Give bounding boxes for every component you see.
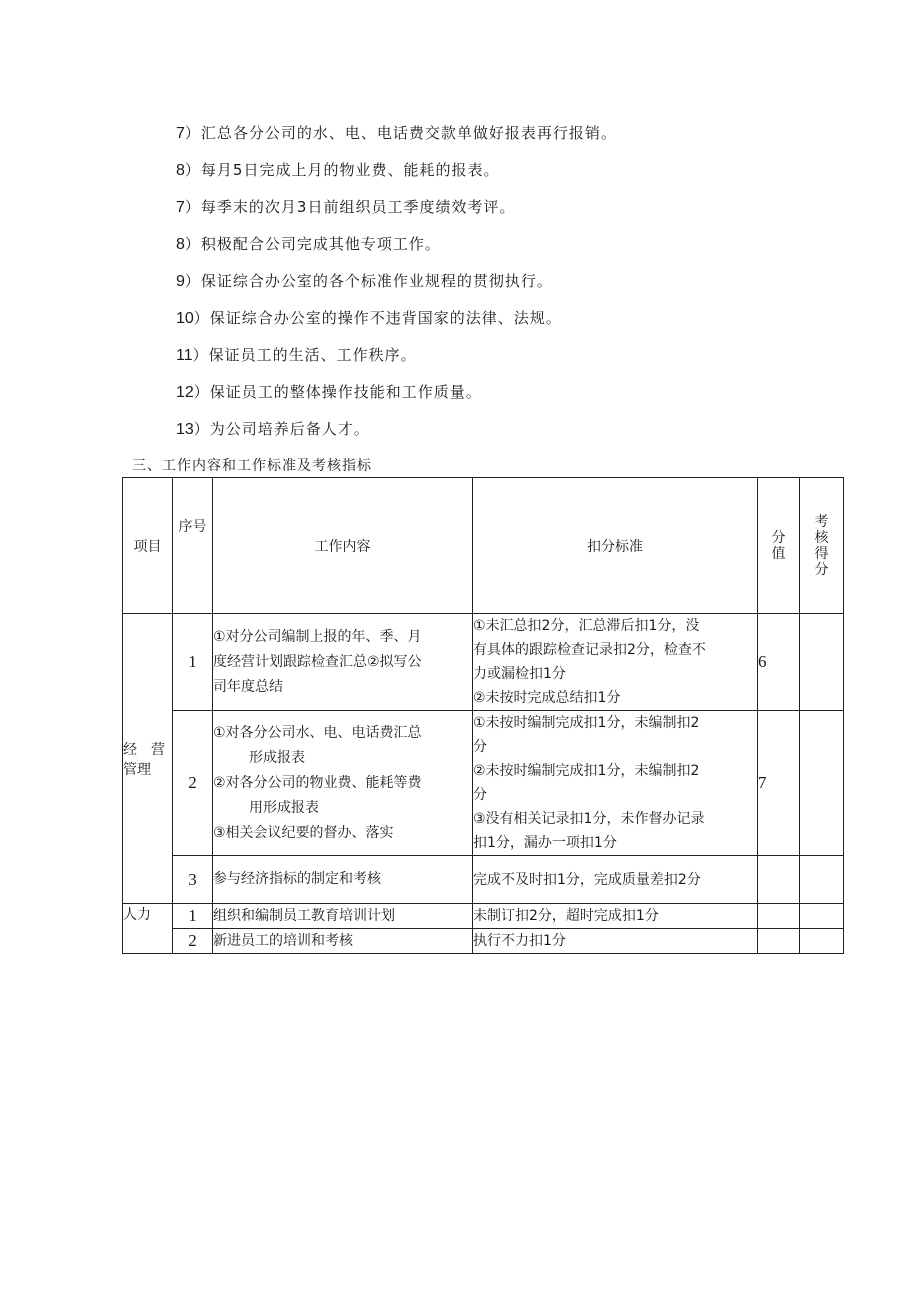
list-item: 8）每月5日完成上月的物业费、能耗的报表。 bbox=[176, 161, 500, 179]
table-row bbox=[123, 711, 844, 856]
seq-cell: 3 bbox=[173, 856, 213, 904]
list-item: 8）积极配合公司完成其他专项工作。 bbox=[176, 235, 441, 253]
content-cell: ①对各分公司水、电、电话费汇总 形成报表 ②对各分公司的物业费、能耗等费 用形成报表 ③相关会议纪要的督办、落实 bbox=[213, 711, 473, 856]
list-item: 9）保证综合办公室的各个标准作业规程的贯彻执行。 bbox=[176, 272, 553, 290]
list-item: 11）保证员工的生活、工作秩序。 bbox=[176, 346, 417, 364]
assessment-cell bbox=[800, 929, 844, 954]
content-cell: 组织和编制员工教育培训计划 bbox=[213, 904, 473, 929]
list-item: 10）保证综合办公室的操作不违背国家的法律、法规。 bbox=[176, 309, 562, 327]
header-assessment: 考 核 得 分 bbox=[800, 478, 844, 614]
category-cell: 人力 bbox=[123, 904, 173, 954]
score-cell bbox=[758, 929, 800, 954]
content-cell: 新进员工的培训和考核 bbox=[213, 929, 473, 954]
assessment-cell bbox=[800, 614, 844, 711]
header-deduction: 扣分标准 bbox=[473, 478, 758, 614]
seq-cell: 2 bbox=[173, 711, 213, 856]
assessment-cell bbox=[800, 856, 844, 904]
deduction-cell: 未制订扣2分，超时完成扣1分 bbox=[473, 904, 758, 929]
assessment-cell bbox=[800, 904, 844, 929]
deduction-cell: 执行不力扣1分 bbox=[473, 929, 758, 954]
table-header-row bbox=[123, 478, 844, 614]
seq-cell: 1 bbox=[173, 904, 213, 929]
table-row bbox=[123, 614, 844, 711]
section-title: 三、工作内容和工作标准及考核指标 bbox=[132, 458, 372, 474]
score-cell: 6 bbox=[758, 614, 800, 711]
header-category: 项目 bbox=[123, 478, 173, 614]
table-row bbox=[123, 929, 844, 954]
seq-cell: 1 bbox=[173, 614, 213, 711]
deduction-cell: ①未汇总扣2分，汇总滞后扣1分，没 有具体的跟踪检查记录扣2分，检查不 力或漏检扣1分 ②未按时完成总结扣1分 bbox=[473, 614, 758, 711]
assessment-cell bbox=[800, 711, 844, 856]
list-item: 12）保证员工的整体操作技能和工作质量。 bbox=[176, 383, 482, 401]
table-row bbox=[123, 904, 844, 929]
list-item: 7）汇总各分公司的水、电、电话费交款单做好报表再行报销。 bbox=[176, 124, 617, 142]
header-score: 分 值 bbox=[758, 478, 800, 614]
score-cell bbox=[758, 904, 800, 929]
seq-cell: 2 bbox=[173, 929, 213, 954]
category-cell: 经 营 管理 bbox=[123, 614, 173, 904]
table-row bbox=[123, 856, 844, 904]
score-cell bbox=[758, 856, 800, 904]
deduction-cell: ①未按时编制完成扣1分，未编制扣2 分 ②未按时编制完成扣1分，未编制扣2 分 ③没有相关记录扣1分，未作督办记录 扣1分，漏办一项扣1分 bbox=[473, 711, 758, 856]
score-cell: 7 bbox=[758, 711, 800, 856]
header-content: 工作内容 bbox=[213, 478, 473, 614]
content-cell: 参与经济指标的制定和考核 bbox=[213, 856, 473, 904]
deduction-cell: 完成不及时扣1分，完成质量差扣2分 bbox=[473, 856, 758, 904]
content-cell: ①对分公司编制上报的年、季、月 度经营计划跟踪检查汇总②拟写公 司年度总结 bbox=[213, 614, 473, 711]
header-seq: 序号 bbox=[173, 478, 213, 614]
assessment-table bbox=[122, 477, 844, 954]
numbered-list bbox=[176, 118, 617, 451]
list-item: 13）为公司培养后备人才。 bbox=[176, 420, 370, 438]
list-item: 7）每季末的次月3日前组织员工季度绩效考评。 bbox=[176, 198, 516, 216]
